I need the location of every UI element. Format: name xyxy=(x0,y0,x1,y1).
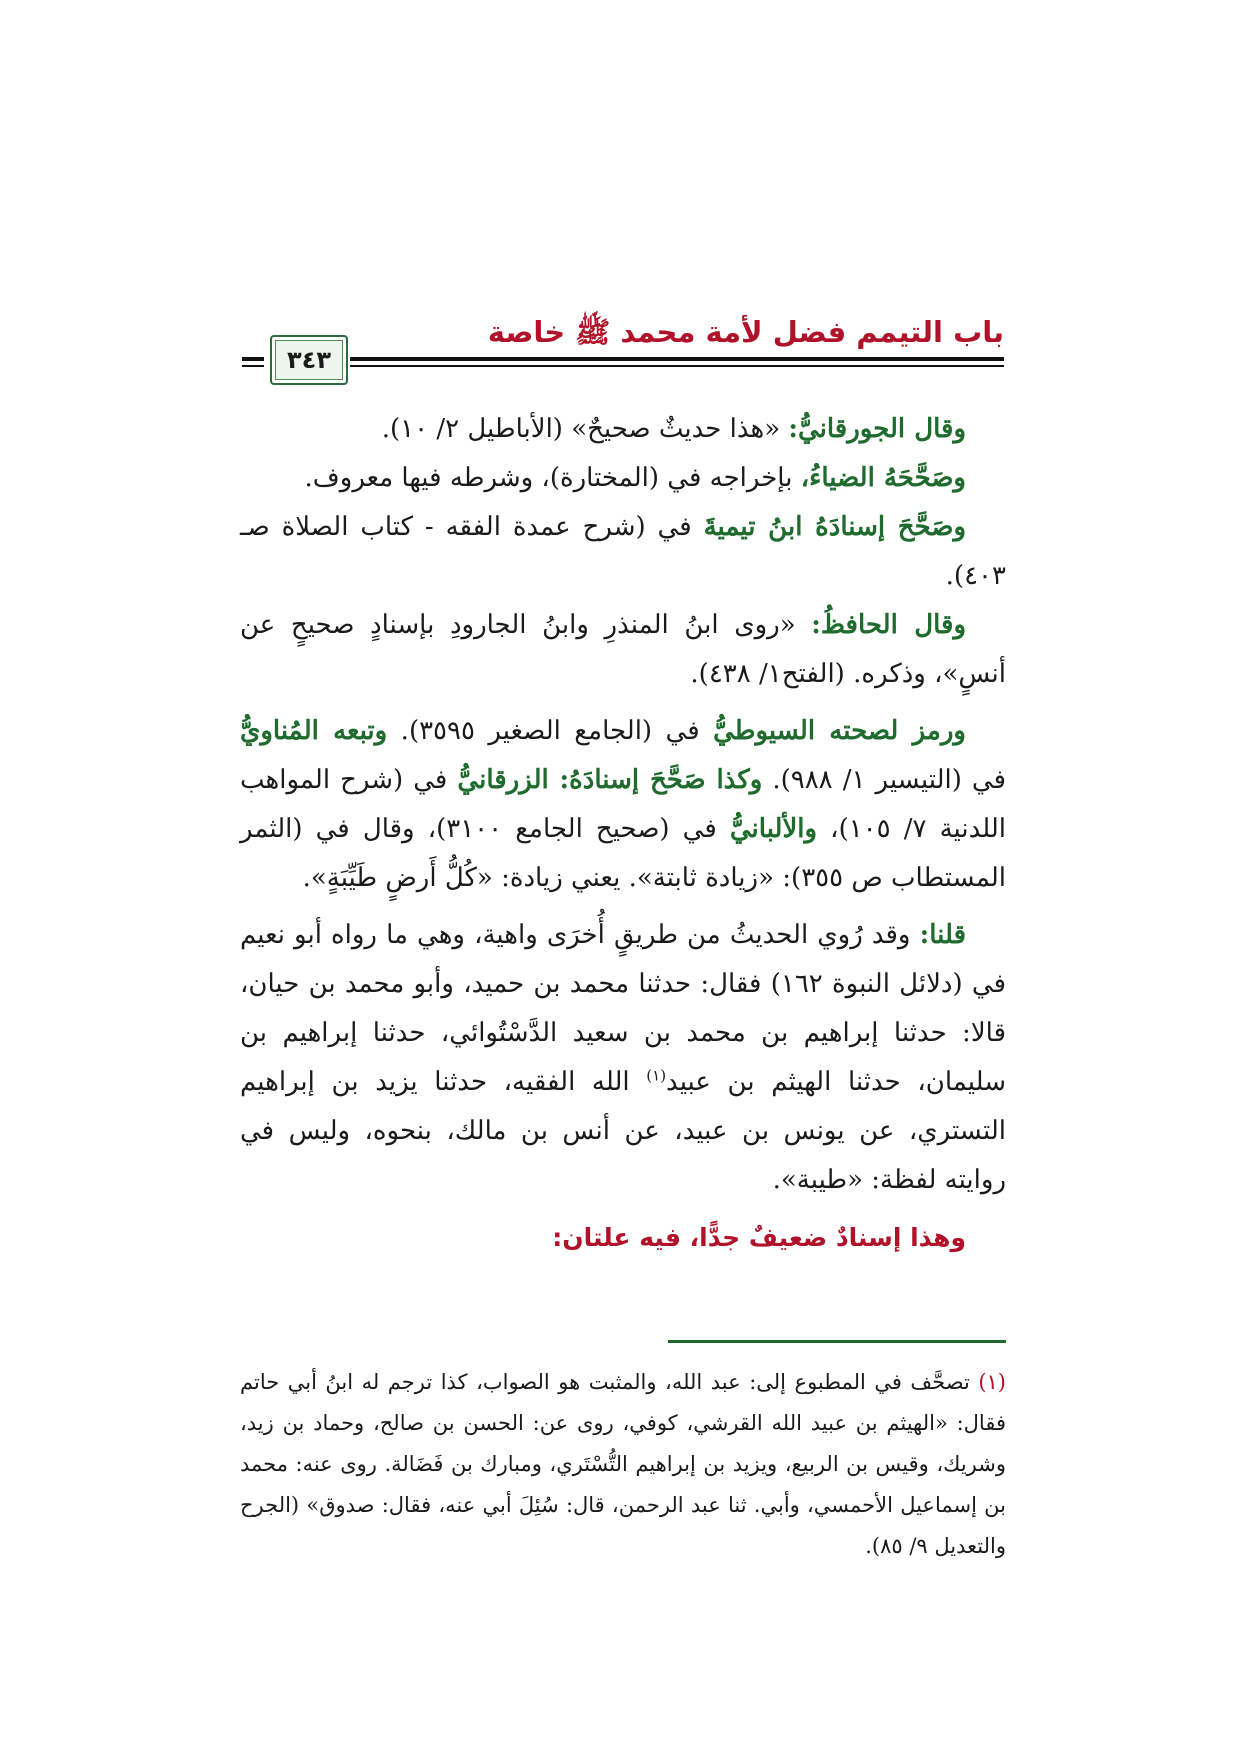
footnotes xyxy=(240,1362,1006,1567)
speaker-label: وصَحَّحَ إسنادَهُ ابنُ تيميةَ xyxy=(703,512,966,542)
paragraph-text: «روى ابنُ المنذرِ وابنُ الجارودِ بإسنادٍ صحيحٍ عن أنسٍ»، وذكره. (الفتح١/ ٤٣٨). xyxy=(240,610,1006,689)
speaker-label: وقال الحافظُ: xyxy=(811,610,966,640)
section-heading-paragraph xyxy=(240,1213,1006,1263)
page-number: ٣٤٣ xyxy=(287,346,331,374)
section-heading: وهذا إسنادٌ ضعيفٌ جدًّا، فيه علتان: xyxy=(552,1223,966,1252)
paragraph-ibn-taymiyya xyxy=(240,503,1006,601)
footnote-reference[interactable]: (١) xyxy=(646,1066,667,1085)
header-rule-left-thick xyxy=(242,357,264,361)
speaker-label: قلنا: xyxy=(919,920,966,950)
page-number-badge xyxy=(270,335,348,385)
paragraph-text: بإخراجه في (المختارة)، وشرطه فيها معروف. xyxy=(304,463,801,493)
speaker-label: وقال الجورقانيُّ: xyxy=(788,414,966,444)
chapter-title: باب التيمم فضل لأمة محمد ﷺ خاصة xyxy=(487,315,1004,349)
header-rule-thick xyxy=(350,357,1004,361)
paragraph-text: وقد رُوي الحديثُ من طريقٍ أُخرَى واهية، وهي ما رواه أبو نعيم في (دلائل النبوة ١٦٢) فقال: حدثنا محمد بن حميد، وأبو محمد بن حيان، قالا: حدثنا إبراهيم بن محمد بن سعيد الدَّسْتُوائي، حدثنا إبراهيم بن سليمان، حدثنا الهيثم بن عبيد xyxy=(240,920,1007,1097)
speaker-label: ورمز لصحته السيوطيُّ xyxy=(713,716,966,746)
paragraph-jurqani xyxy=(240,405,1006,454)
paragraph-text: في (شرح المواهب اللدنية ٧/ ١٠٥)، xyxy=(240,765,1006,844)
main-text xyxy=(240,405,1006,1263)
paragraph-text: في (صحيح الجامع ٣١٠٠)، وقال في (الثمر المستطاب ص ٣٥٥): «زيادة ثابتة». يعني زيادة: «كُلُّ أَرضٍ طَيِّبَةٍ». xyxy=(240,814,1006,893)
paragraph-text: «هذا حديثٌ صحيحٌ» (الأباطيل ٢/ ١٠). xyxy=(381,414,789,444)
speaker-label: وصَحَّحَهُ الضياءُ، xyxy=(800,463,966,493)
footnote-text: تصحَّف في المطبوع إلى: عبد الله، والمثبت هو الصواب، كذا ترجم له ابنُ أبي حاتم فقال: «الهيثم بن عبيد الله القرشي، كوفي، روى عن: الحسن بن صالح، وحماد بن زيد، وشريك، وقيس بن الربيع، ويزيد بن إبراهيم التُّسْتَري، ومبارك بن فَضَالة. روى عنه: محمد بن إسماعيل الأحمسي، وأبي. ثنا عبد الرحمن، قال: سُئِلَ أبي عنه، فقال: صدوق» (الجرح والتعديل ٩/ ٨٥). xyxy=(240,1370,1006,1558)
speaker-label: والألبانيُّ xyxy=(729,814,818,844)
paragraph-text: في (شرح عمدة الفقه - كتاب الصلاة صـ ٤٠٣). xyxy=(240,512,1006,591)
paragraph-text: في (الجامع الصغير ٣٥٩٥). xyxy=(387,716,714,746)
paragraph-diya xyxy=(240,454,1006,503)
footnote-separator xyxy=(668,1340,1006,1343)
footnote-item xyxy=(240,1362,1006,1567)
speaker-label: وتبعه المُناويُّ xyxy=(240,716,388,746)
paragraph-text: الله الفقيه، حدثنا يزيد بن إبراهيم التستري، عن يونس بن عبيد، عن أنس بن مالك، بنحوه، وليس في روايته لفظة: «طيبة». xyxy=(240,1067,1006,1195)
paragraph-suyuti xyxy=(240,707,1006,903)
header-rule-thin xyxy=(350,365,1004,367)
paragraph-hafiz xyxy=(240,601,1006,699)
paragraph-text: في (التيسير ١/ ٩٨٨). xyxy=(762,765,1007,795)
header-rule-left-thin xyxy=(242,365,264,367)
speaker-label: وكذا صَحَّحَ إسنادَهُ: الزرقانيُّ xyxy=(457,765,763,795)
paragraph-qulna xyxy=(240,911,1006,1205)
page-header xyxy=(242,305,1004,383)
footnote-number: (١) xyxy=(978,1370,1006,1394)
